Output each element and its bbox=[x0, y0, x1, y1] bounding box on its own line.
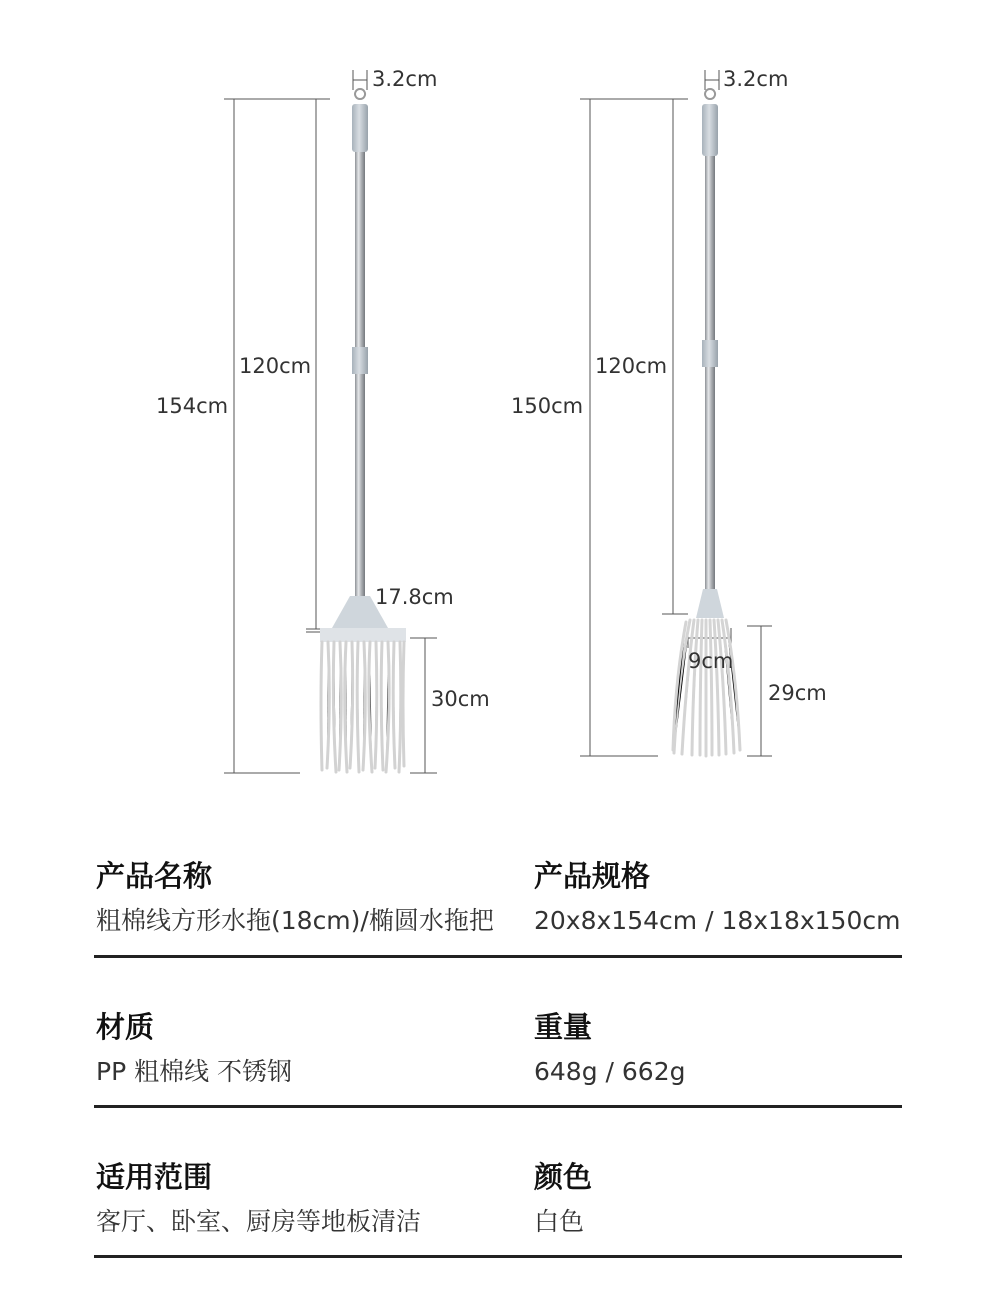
spec-cell-product-name bbox=[96, 845, 494, 933]
spec-row bbox=[94, 845, 902, 958]
round-mop-head-width-label: 9cm bbox=[688, 649, 734, 673]
spec-value: 粗棉线方形水拖(18cm)/椭圆水拖把 bbox=[96, 906, 494, 935]
spec-value: 20x8x154cm / 18x18x150cm bbox=[534, 906, 901, 935]
spec-cell-product-size bbox=[534, 845, 900, 933]
round-mop-hole-width-label: 3.2cm bbox=[723, 67, 789, 91]
square-mop-image bbox=[320, 89, 406, 772]
round-mop-total-height-label: 150cm bbox=[511, 394, 584, 418]
spec-cell-weight bbox=[534, 958, 686, 1084]
spec-row bbox=[94, 958, 902, 1108]
round-mop-dimension-lines bbox=[580, 70, 772, 756]
square-mop-strands-length-label: 30cm bbox=[431, 687, 490, 711]
square-mop-total-height-label: 154cm bbox=[156, 394, 229, 418]
square-mop-hole-width-label: 3.2cm bbox=[372, 67, 438, 91]
spec-title: 颜色 bbox=[534, 1160, 593, 1194]
spec-value: 648g / 662g bbox=[534, 1057, 686, 1086]
spec-cell-usage bbox=[96, 1108, 421, 1234]
spec-value: 白色 bbox=[534, 1207, 585, 1236]
square-mop-head-width-label: 17.8cm bbox=[375, 585, 454, 609]
spec-title: 产品规格 bbox=[534, 859, 651, 893]
spec-title: 适用范围 bbox=[96, 1160, 213, 1194]
spec-title: 材质 bbox=[96, 1010, 155, 1044]
spec-cell-color bbox=[534, 1108, 592, 1234]
spec-cell-material bbox=[96, 958, 292, 1084]
square-mop-dimension-lines bbox=[224, 67, 438, 773]
spec-title: 重量 bbox=[534, 1010, 593, 1044]
spec-value: PP 粗棉线 不锈钢 bbox=[96, 1057, 293, 1086]
square-mop-handle-length-label: 120cm bbox=[239, 354, 312, 378]
round-mop-handle-length-label: 120cm bbox=[595, 354, 668, 378]
spec-title: 产品名称 bbox=[96, 859, 213, 893]
round-mop-strands-length-label: 29cm bbox=[768, 681, 827, 705]
spec-value: 客厅、卧室、厨房等地板清洁 bbox=[96, 1207, 422, 1236]
spec-row bbox=[94, 1108, 902, 1258]
spec-table bbox=[94, 845, 902, 1258]
